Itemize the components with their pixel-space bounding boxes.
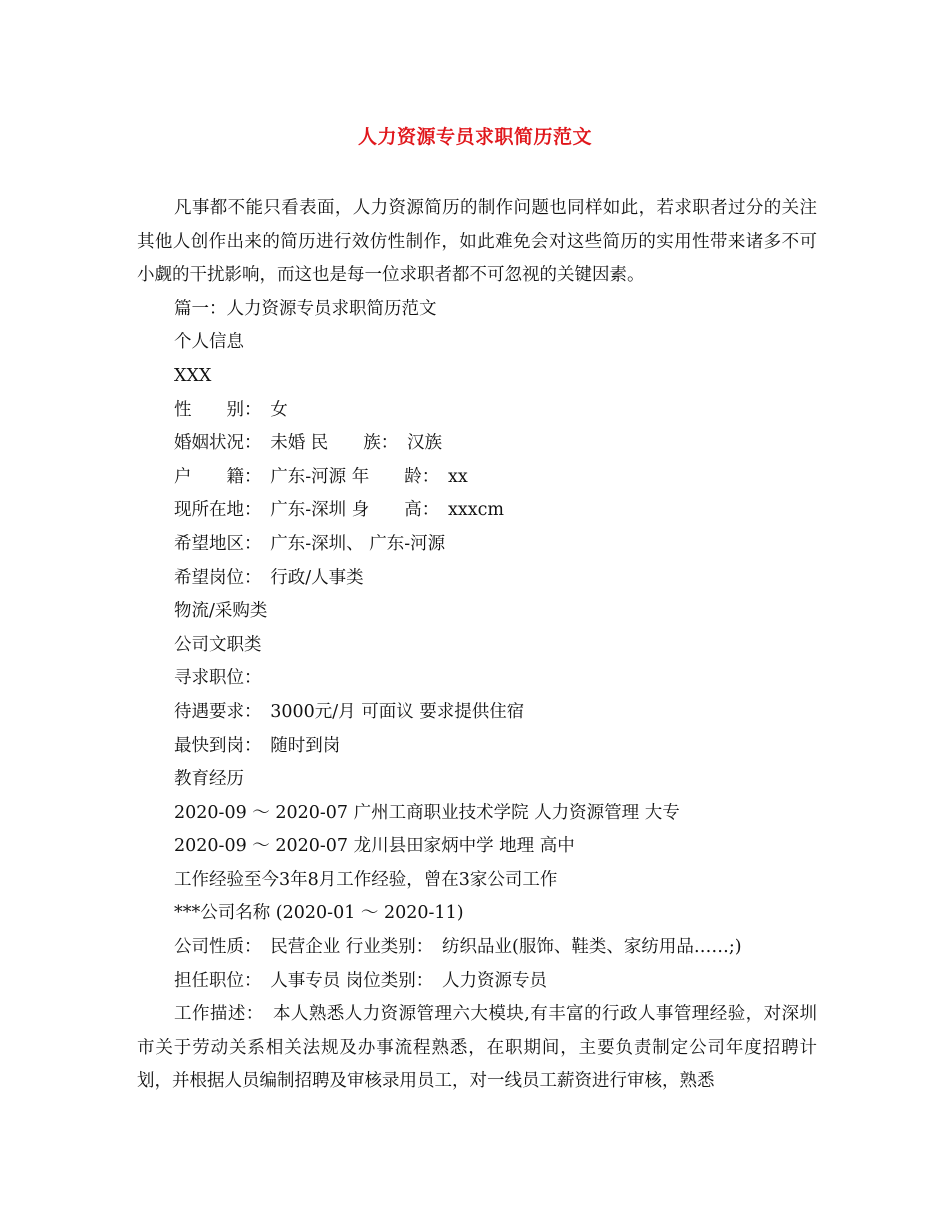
text-line-section-heading: 篇一：人力资源专员求职简历范文 <box>174 298 437 319</box>
text-line-company-name: ***公司名称 (2020-01 ～ 2020-11) <box>174 903 464 924</box>
text-line-work-experience: 工作经验至今3年8月工作经验，曾在3家公司工作 <box>174 869 558 890</box>
text-line-availability: 最快到岗： 随时到岗 <box>174 735 341 756</box>
text-line-seeking-position: 寻求职位： <box>174 668 262 689</box>
work-description-paragraph: 工作描述： 本人熟悉人力资源管理六大模块,有丰富的行政人事管理经验，对深圳市关于劳动关系相关法规及办事流程熟悉，在职期间，主要负责制定公司年度招聘计划，并根据人员编制招聘及审核录用员工，对一线员工薪资进行审核，熟悉 <box>137 1004 817 1092</box>
text-line-education-heading: 教育经历 <box>174 769 244 790</box>
text-line-desired-position: 希望岗位： 行政/人事类 <box>174 567 364 588</box>
text-line-company-type: 公司性质： 民营企业 行业类别： 纺织品业(服饰、鞋类、家纺用品……;) <box>174 937 742 958</box>
text-line-hometown: 户 籍： 广东-河源 年 龄： xx <box>174 466 468 487</box>
text-line-gender: 性 别： 女 <box>174 399 288 420</box>
intro-paragraph: 凡事都不能只看表面，人力资源简历的制作问题也同样如此，若求职者过分的关注其他人创作出来的简历进行效仿性制作，如此难免会对这些简历的实用性带来诸多不可小觑的干扰影响，而这也是每一位求职者都不可忽视的关键因素。 <box>137 198 817 286</box>
text-line-education-1: 2020-09 ～ 2020-07 广州工商职业技术学院 人力资源管理 大专 <box>174 802 680 823</box>
text-line-location: 现所在地： 广东-深圳 身 高： xxxcm <box>174 500 504 521</box>
text-line-salary: 待遇要求： 3000元/月 可面议 要求提供住宿 <box>174 701 525 722</box>
document-title: 人力资源专员求职简历范文 <box>357 126 592 148</box>
text-line-logistics: 物流/采购类 <box>174 601 268 622</box>
text-line-clerical: 公司文职类 <box>174 634 262 655</box>
document-body <box>137 192 817 1099</box>
text-line-desired-region: 希望地区： 广东-深圳、 广东-河源 <box>174 533 446 554</box>
text-line-marital-status: 婚姻状况： 未婚 民 族： 汉族 <box>174 433 443 454</box>
text-line-name: XXX <box>174 365 212 386</box>
text-line-job-title: 担任职位： 人事专员 岗位类别： 人力资源专员 <box>174 970 548 991</box>
text-line-personal-info-heading: 个人信息 <box>174 332 244 353</box>
text-line-education-2: 2020-09 ～ 2020-07 龙川县田家炳中学 地理 高中 <box>174 836 575 857</box>
